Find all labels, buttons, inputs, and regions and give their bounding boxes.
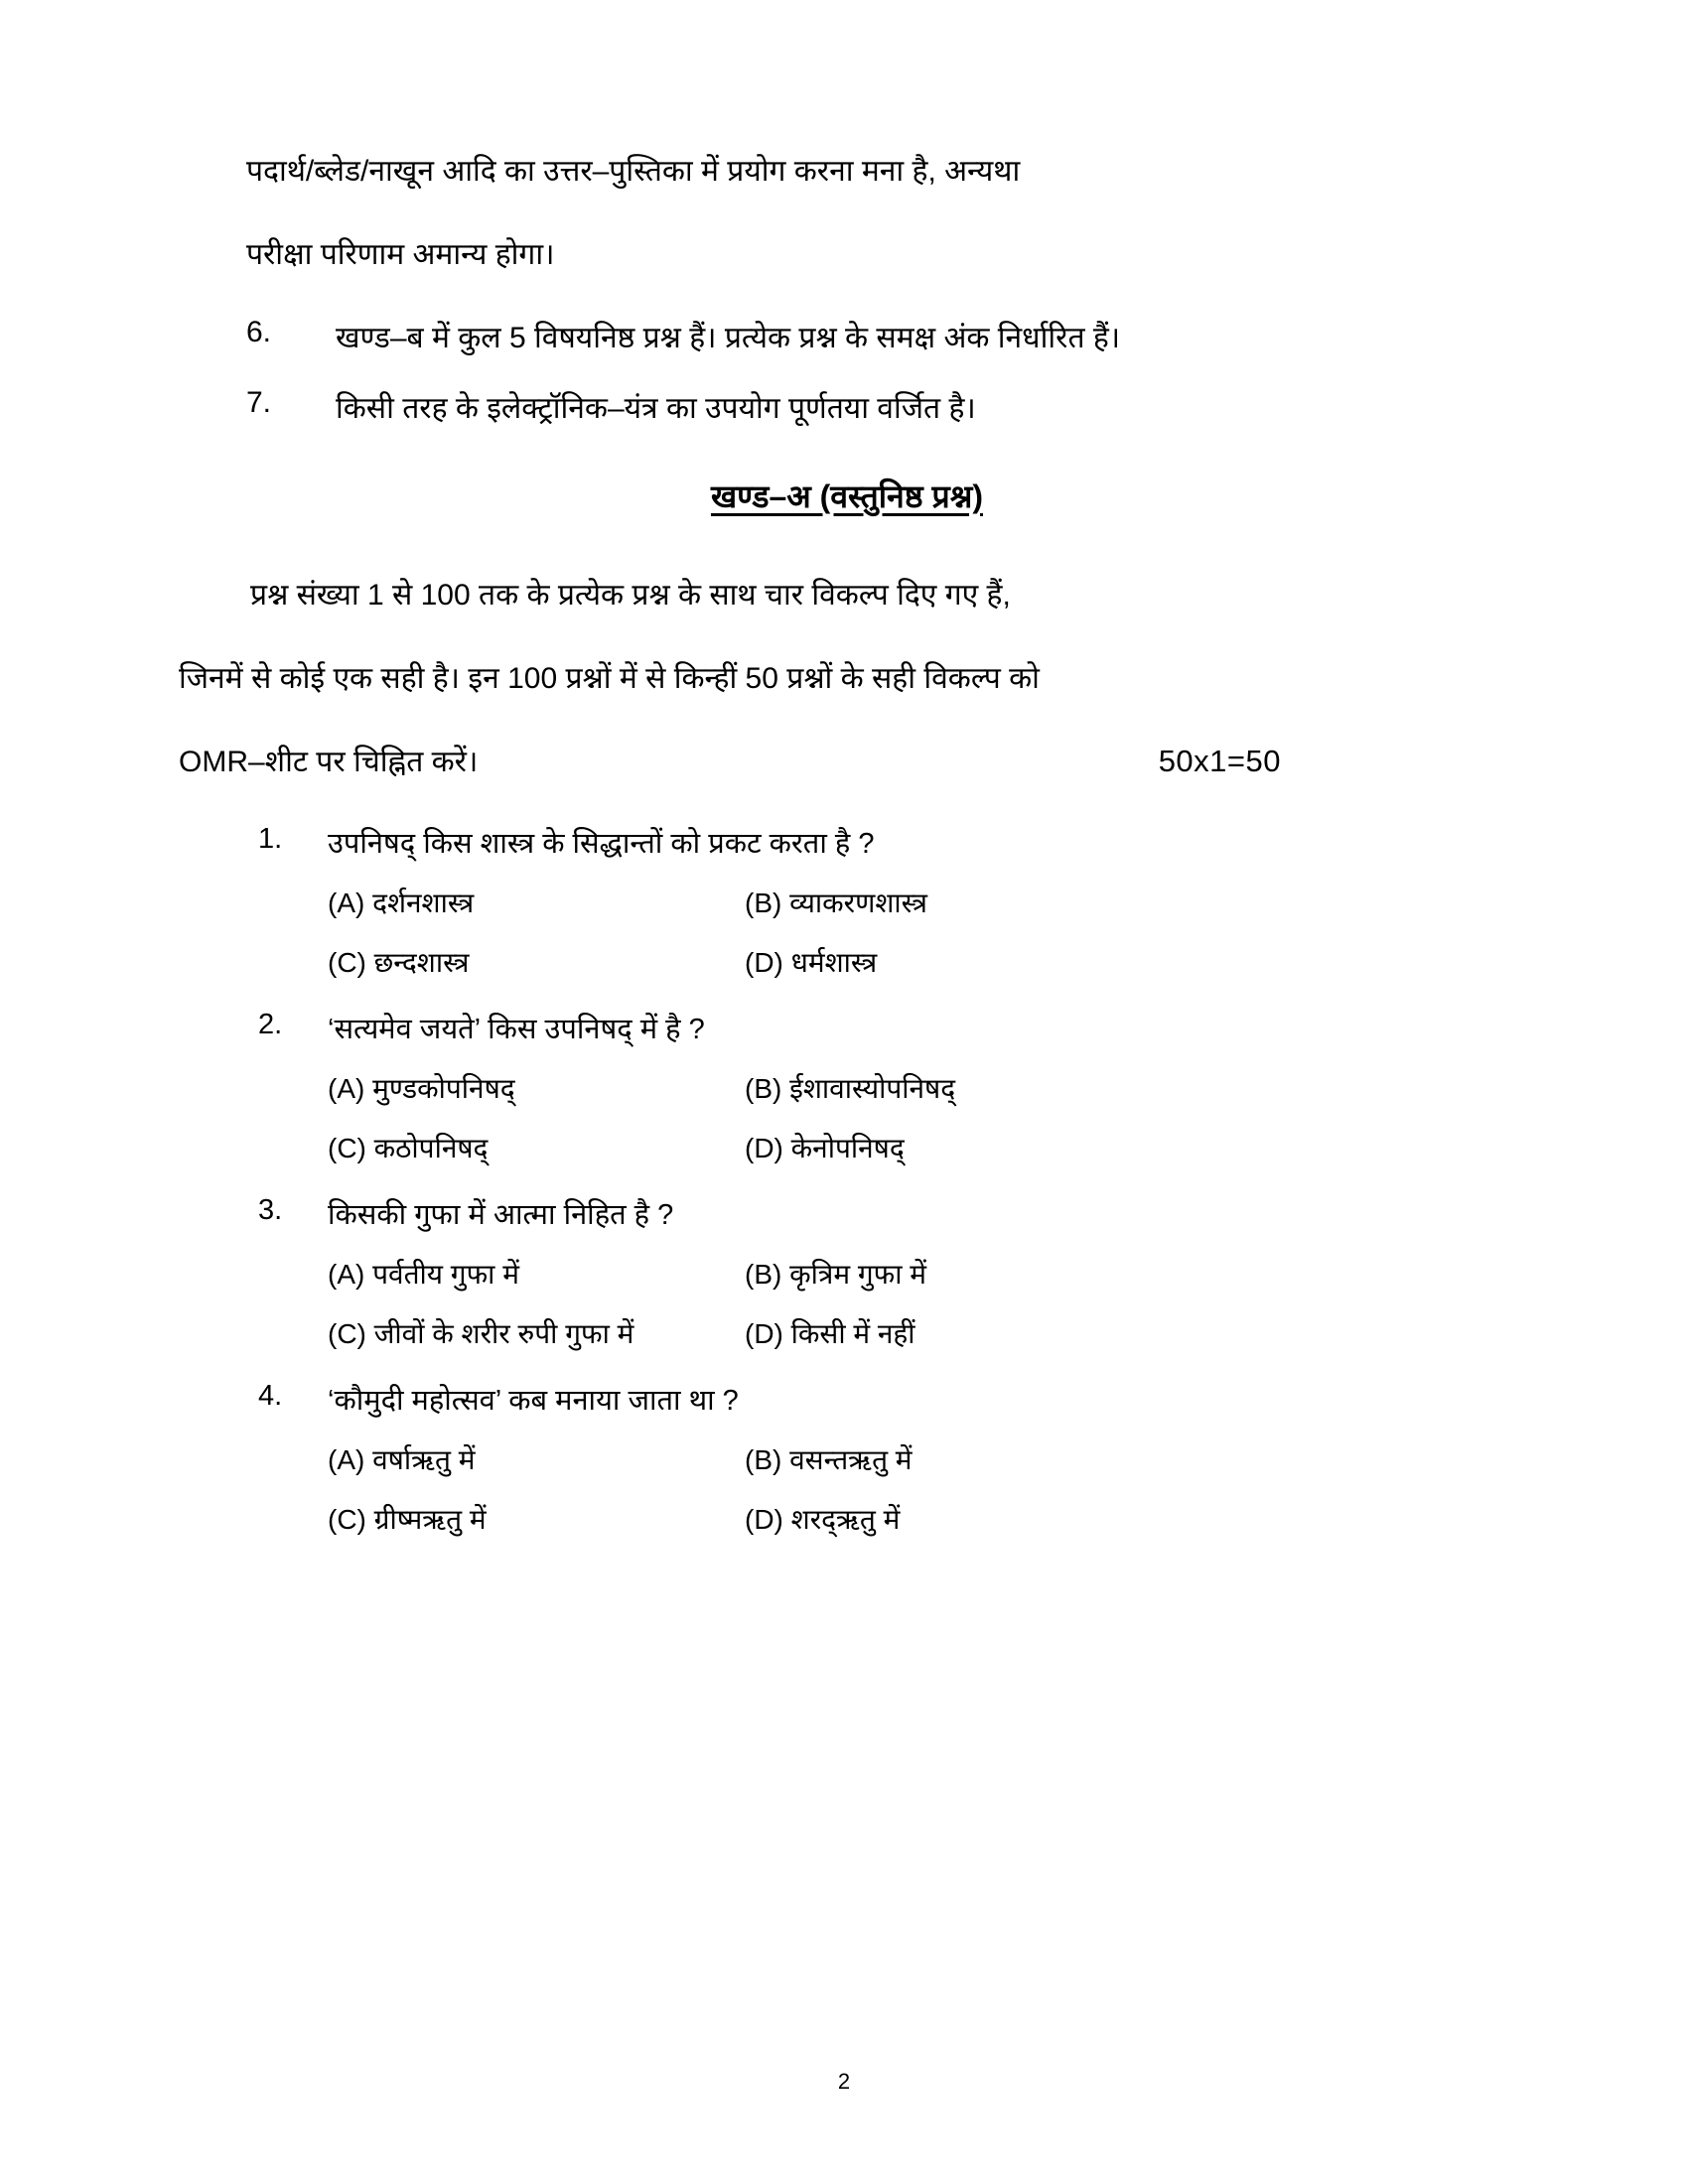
option-1-b[interactable]: (B) व्याकरणशास्त्र [745, 887, 928, 918]
option-4-a[interactable]: (A) वर्षाऋतु में [328, 1444, 476, 1475]
option-1-a[interactable]: (A) दर्शनशास्त्र [328, 887, 475, 918]
instruction-number-7: 7. [246, 386, 272, 419]
instruction-text-6: खण्ड–ब में कुल 5 विषयनिष्ठ प्रश्न हैं। प्रत्येक प्रश्न के समक्ष अंक निर्धारित हैं। [336, 322, 1121, 354]
instruction-item-6 [246, 316, 1448, 356]
continued-instruction-line-2: परीक्षा परिणाम अमान्य होगा। [246, 238, 555, 271]
option-row-1-ab [328, 884, 1448, 921]
continued-instruction-line-1: पदार्थ/ब्लेड/नाखून आदि का उत्तर–पुस्तिका में प्रयोग करना मना है, अन्यथा [246, 155, 1021, 188]
question-block-2 [246, 1009, 1448, 1166]
page-number: 2 [837, 2069, 851, 2094]
questions-list [246, 823, 1448, 1538]
option-2-a[interactable]: (A) मुण्डकोपनिषद् [328, 1073, 515, 1104]
question-number-1: 1. [258, 823, 283, 855]
option-row-2-ab [328, 1069, 1448, 1107]
option-3-d[interactable]: (D) किसी में नहीं [745, 1318, 915, 1349]
question-number-4: 4. [258, 1380, 283, 1412]
marks-allocation: 50x1=50 [1158, 744, 1281, 778]
omr-instruction-text: OMR–शीट पर चिह्नित करें। [179, 746, 479, 778]
question-text-3: किसकी गुफा में आत्मा निहित है ? [328, 1199, 674, 1231]
question-heading-2 [246, 1009, 1448, 1047]
option-4-d[interactable]: (D) शरद्ऋतु में [745, 1504, 901, 1535]
question-number-2: 2. [258, 1009, 283, 1040]
question-text-4: ‘कौमुदी महोत्सव’ कब मनाया जाता था ? [328, 1385, 739, 1417]
option-2-b[interactable]: (B) ईशावास्योपनिषद् [745, 1073, 956, 1104]
option-2-d[interactable]: (D) केनोपनिषद् [745, 1133, 905, 1163]
option-1-c[interactable]: (C) छन्दशास्त्र [328, 947, 470, 978]
section-heading: खण्ड–अ (वस्तुनिष्ठ प्रश्न) [710, 478, 984, 514]
instruction-number-6: 6. [246, 316, 272, 348]
option-4-c[interactable]: (C) ग्रीष्मऋतु में [328, 1504, 487, 1535]
question-block-1 [246, 823, 1448, 981]
option-row-4-cd [328, 1500, 1448, 1538]
question-number-3: 3. [258, 1194, 283, 1226]
question-text-1: उपनिषद् किस शास्त्र के सिद्धान्तों को प्रकट करता है ? [328, 828, 875, 860]
page-content [179, 149, 1448, 1566]
option-row-3-ab [328, 1255, 1448, 1293]
option-row-3-cd [328, 1314, 1448, 1352]
option-row-2-cd [328, 1129, 1448, 1166]
option-2-c[interactable]: (C) कठोपनिषद् [328, 1133, 489, 1163]
option-3-a[interactable]: (A) पर्वतीय गुफा में [328, 1259, 519, 1290]
continued-instruction-paragraph [246, 149, 1448, 273]
instruction-item-7 [246, 386, 1448, 427]
question-block-4 [246, 1380, 1448, 1538]
option-3-c[interactable]: (C) जीवों के शरीर रुपी गुफा में [328, 1318, 634, 1349]
option-1-d[interactable]: (D) धर्मशास्त्र [745, 947, 878, 978]
section-instruction-paragraph [179, 573, 1450, 780]
option-3-b[interactable]: (B) कृत्रिम गुफा में [745, 1259, 926, 1290]
section-instruction-line-3-with-marks [179, 740, 1281, 780]
question-text-2: ‘सत्यमेव जयते’ किस उपनिषद् में है ? [328, 1014, 705, 1045]
option-row-1-cd [328, 943, 1448, 981]
option-row-4-ab [328, 1440, 1448, 1478]
section-instruction-line-2: जिनमें से कोई एक सही है। इन 100 प्रश्नों में से किन्हीं 50 प्रश्नों के सही विकल्प को [179, 662, 1040, 695]
question-heading-3 [246, 1194, 1448, 1233]
instruction-text-7: किसी तरह के इलेक्ट्रॉनिक–यंत्र का उपयोग पूर्णतया वर्जित है। [336, 392, 976, 425]
question-heading-4 [246, 1380, 1448, 1419]
option-4-b[interactable]: (B) वसन्तऋतु में [745, 1444, 913, 1475]
section-instruction-line-1: प्रश्न संख्या 1 से 100 तक के प्रत्येक प्रश्न के साथ चार विकल्प दिए गए हैं, [250, 579, 1011, 612]
question-heading-1 [246, 823, 1448, 862]
question-block-3 [246, 1194, 1448, 1352]
